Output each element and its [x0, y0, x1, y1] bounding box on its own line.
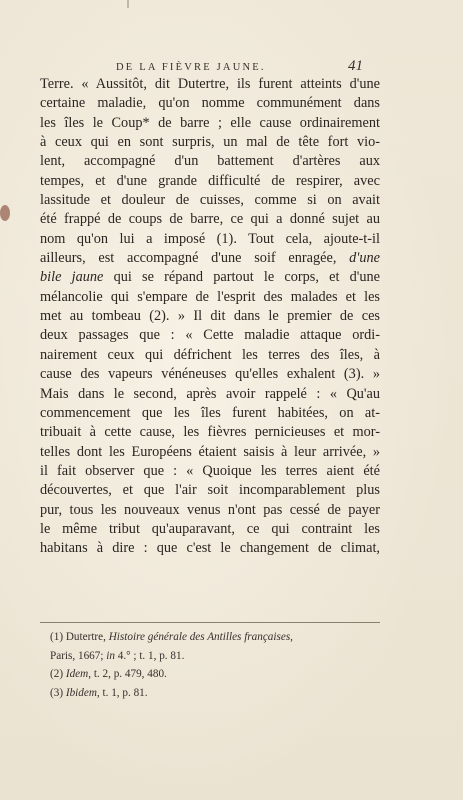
text-line: nairement ceux qui défrichent les terres des îles, à — [40, 346, 380, 363]
text-line: le même tribut qu'auparavant, ce qui contraint les — [40, 520, 380, 537]
page-number: 41 — [348, 58, 363, 74]
footnote-text: , t. 2, p. 479, 480. — [88, 668, 167, 680]
text-line: été frappé de coups de barre, ce qui a donné sujet au — [40, 211, 380, 228]
footnote-italic: Idem — [65, 668, 89, 680]
paper-stain — [0, 205, 10, 221]
footnote-text: Paris, 1667; — [50, 649, 107, 662]
text-line: lassitude et douleur de cuisses, comme si on avait — [40, 192, 380, 209]
page-mark — [127, 0, 129, 8]
footnote-text: (1) Dutertre, — [50, 631, 109, 643]
text-line: découvertes, et que l'air soit incomparablement plus — [40, 482, 380, 499]
text-line: Mais dans le second, après avoir rappelé : « Qu'au — [40, 385, 380, 402]
footnote-1 — [50, 628, 380, 647]
text-segment: qui se répand partout le corps, et d'une — [113, 269, 380, 286]
footnote-rule — [40, 622, 380, 623]
footnote-title: Histoire générale des Antilles françaises, — [108, 631, 293, 643]
text-line: tempes, et d'une grande difficulté de respirer, avec — [40, 172, 380, 189]
footnote-text: , t. 1, p. 81. — [96, 686, 148, 699]
text-line: Terre. « Aussitôt, dit Dutertre, ils furent atteints d'une — [40, 76, 380, 92]
text-line: il fait observer que : « Quoique les terres aient été — [40, 462, 380, 479]
text-line: mélancolie qui s'empare de l'esprit des malades et les — [40, 288, 380, 305]
text-line: les îles le Coup* de barre ; elle cause ordinairement — [40, 114, 380, 131]
footnote-text: (3) — [50, 686, 66, 699]
text-line-mixed — [40, 268, 380, 287]
text-line: habitans à dire : que c'est le changement de climat, — [40, 540, 380, 557]
body-text — [40, 75, 380, 559]
footnote-3 — [50, 684, 380, 703]
text-line: à ceux qui en sont surpris, un mal de tête fort vio- — [40, 134, 380, 151]
text-line: deux passages que : « Cette maladie attaque ordi- — [40, 327, 380, 344]
text-segment: ailleurs, est accompagné d'une soif enragée, — [40, 250, 350, 267]
footnote-text: 4.° ; t. 1, p. 81. — [114, 649, 185, 662]
footnote-1-continued — [50, 647, 380, 666]
text-line: cause des vapeurs vénéneuses qu'elles exhalent (3). » — [40, 366, 380, 383]
text-line: telles dont les Européens étaient saisis à leur arrivée, » — [40, 443, 380, 460]
text-line: lent, accompagné d'un battement d'artères aux — [40, 153, 380, 170]
text-line: nom qu'on lui a imposé (1). Tout cela, ajoute-t-il — [40, 230, 380, 247]
text-line: tribuait à cette cause, les fièvres pernicieuses et mor- — [40, 424, 380, 441]
text-line: met au tombeau (2). » Il dit dans le premier de ces — [40, 308, 380, 325]
footnote-2 — [50, 665, 380, 684]
text-line: certaine maladie, qu'on nomme communément dans — [40, 95, 380, 112]
italic-phrase: d'une — [349, 250, 380, 267]
running-head: DE LA FIÈVRE JAUNE. — [116, 62, 266, 73]
footnote-italic: Ibidem — [65, 686, 97, 699]
italic-phrase: bile jaune — [40, 269, 104, 286]
footnote-italic: in — [106, 649, 115, 662]
text-line-mixed — [40, 249, 380, 268]
text-line: pur, tous les nouveaux venus n'ont pas cessé de payer — [40, 501, 380, 518]
footnote-text: (2) — [50, 668, 66, 680]
text-line: commencement que les îles furent habitées, on at- — [40, 404, 380, 421]
footnotes — [50, 628, 380, 702]
